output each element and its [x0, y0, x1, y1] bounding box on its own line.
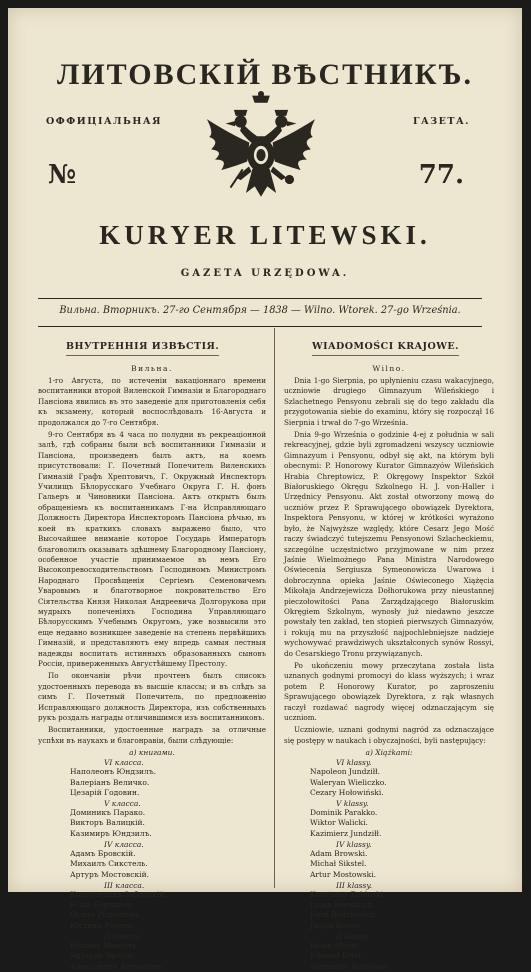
class-heading: V класса.: [104, 799, 141, 809]
article-paragraph: 9-го Сентября въ 4 часа по полудни въ рекреаціонной залѣ, гдѣ собраны были всѣ воспитанники Гимназіи и Пансіона, произведенъ былъ актъ, на коемъ присутствовали: Г. Почетный Попечитель Виленскихъ Гимназій Графъ Хрептовичъ, Г. Окружный Инспекторъ Училищъ Бѣлорусскаго Учебнаго Округа Г. Н. фонъ Гальеръ и Чиновники Пансіона. Актъ открытъ былъ обращеніемъ къ воспитанникамъ Г-на Исправляющаго Должность Директора Инспекторомъ Пансіона рѣчью, въ коей въ краткихъ словахъ выражено было, что Высочайшее вниманіе которое Государь Императоръ благоволилъ оказывать здѣшнему Благородному Пансіону, особенное участіе принимаемое въ немъ Его Высокопревосходительствомъ Господиномъ Министромъ Народнаго Просвѣщенія Сергіемъ Семеновичемъ Уваровымъ и благотворное покровительство Его Сіятельства Князя Николая Андреевича Долгорукова при мудрыхъ попеченіяхъ Господина Управляющаго Бѣлорусскимъ Учебнымъ Округомъ, уже возвысили это еще недавно возникшее заведеніе на степень первѣйшихъ Гимназій, и представляютъ ему впредь самыя лестныя надежды воспитать истинныхъ образованныхъ сыновъ Россіи, приверженныхъ Августѣйшему Престолу.: [38, 430, 266, 668]
section-title-russian: ВНУТРЕННІЯ ИЗВѢСТІЯ.: [66, 341, 219, 356]
masthead-title-polish: KURYER LITEWSKI.: [99, 220, 431, 250]
class-heading: IV klassy.: [336, 840, 372, 849]
dateline: Вильна. Вторникъ. 27-го Сентября — 1838 — Wilno. Wtorek. 27-go Września.: [59, 305, 461, 316]
class-heading: II klassy.: [336, 932, 370, 942]
student-name: Julian Minist.: [310, 941, 361, 951]
class-heading: III klassy.: [336, 880, 373, 890]
student-name: Napoleon Jundziłł.: [310, 767, 380, 777]
student-name: Юстинъ Розенъ.: [70, 920, 135, 930]
student-name: Наполеонъ Юндзилъ.: [70, 767, 156, 777]
newspaper-page: [8, 8, 522, 971]
class-heading: VI klassy.: [336, 758, 372, 768]
student-name: Michał Sikstel.: [310, 859, 367, 869]
column-divider: [274, 328, 275, 888]
student-name: Михаилъ Сикстель.: [70, 859, 148, 869]
student-name: Юлій Бородичъ.: [70, 900, 135, 910]
student-name: Alexander Antropow.: [310, 961, 390, 971]
student-name: Artur Mostowski.: [310, 869, 376, 879]
student-name: Артуръ Мостовскій.: [70, 869, 149, 879]
issue-number-label: №: [48, 160, 77, 190]
class-heading: III класса.: [104, 880, 145, 890]
article-paragraph: Воспитанники, удостоенные наградъ за отличные успѣхи въ наукахъ и благонравіи, были слѣдующіе:: [38, 725, 266, 745]
dateline-top-rule: [38, 298, 482, 299]
masthead-tagline-left: ОФФИЦІАЛЬНАЯ: [46, 116, 162, 127]
student-name: Осипъ Родзевичъ.: [70, 910, 142, 920]
student-name: Kazimierz Jundziłł.: [310, 828, 382, 838]
double-headed-eagle-emblem-icon: [200, 90, 322, 212]
awards-heading: a) Xiążkami:: [365, 748, 413, 758]
student-name: Доминикъ Парако.: [70, 808, 146, 818]
student-name: Цезарій Годовин.: [70, 787, 140, 797]
masthead-title-russian: ЛИТОВСКІЙ ВѢСТНИКЪ.: [56, 58, 474, 91]
class-heading: IV класса.: [104, 840, 144, 849]
student-name: Александръ Антроповъ.: [70, 961, 165, 971]
article-paragraph: Uczniowie, uznani godnymi nagród za odznaczające się postępy w naukach i obyczajności, byli następujący:: [284, 725, 494, 745]
student-name: Юліанъ Минілтъ.: [70, 941, 139, 951]
issue-number: 77.: [418, 160, 464, 190]
student-name: Валеріанъ Величко.: [70, 777, 150, 787]
student-name: Józef Rodziewicz.: [310, 910, 377, 920]
student-name: Эдуардъ Эртель.: [70, 951, 137, 961]
student-name: Adam Browski.: [310, 849, 368, 858]
class-heading: VI класса.: [104, 758, 144, 768]
class-heading: V klassy.: [336, 799, 369, 809]
place-heading-russian: Вильна.: [131, 364, 173, 373]
masthead-subtitle-polish: GAZETA URZĘDOWA.: [180, 268, 350, 279]
place-heading-polish: Wilno.: [372, 364, 406, 373]
student-name: Justyn Rosen.: [310, 920, 362, 930]
student-name: Dominik Parakko.: [310, 808, 378, 818]
masthead-tagline-right: ГАЗЕТА.: [412, 116, 470, 127]
student-name: Konstanty Zabłocki.: [310, 889, 386, 899]
dateline-bottom-rule: [38, 326, 482, 327]
right-column-polish: [284, 334, 494, 971]
article-paragraph: 1-го Августа, по истеченіи вакаціоннаго времени воспитанники второй Виленской Гимназіи и Благороднаго Пансіона явились въ это заведеніе для приготовленія себя къ экзамену, который воспослѣдовалъ 16-Августа и продолжался до 7-го Сентября.: [38, 376, 266, 427]
student-name: Константинъ Заблоцкій.: [70, 889, 167, 899]
student-name: Казимиръ Юндзилъ.: [70, 828, 152, 838]
student-name: Адамъ Бровскій.: [70, 849, 136, 858]
student-name: Waleryan Wieliczko.: [310, 777, 387, 787]
student-name: Edward Ertel.: [310, 951, 364, 961]
student-name: Cezary Hołowiński.: [310, 787, 384, 797]
student-name: Викторъ Валицкій.: [70, 818, 145, 828]
awards-heading: а) книгами.: [129, 748, 175, 758]
student-name: Wiktor Walicki.: [310, 818, 368, 828]
article-paragraph: Po ukończeniu mowy przeczytana została lista uznanych godnymi promocyi do klass wyższych; i wraz potem P. Honorowy Kurator, po zaproszeniu Sprawującego obowiązek Dyrektora, z rąk własnych raczył rozdawać nagrody więcej odznaczającym się uczniom.: [284, 660, 494, 722]
left-column-russian: [38, 334, 266, 971]
section-title-polish: WIADOMOŚCI KRAJOWE.: [312, 341, 459, 356]
article-paragraph: По окончаніи рѣчи прочтенъ былъ списокъ удостоенныхъ перевода въ высшіе классы; и въ слѣдъ за симъ Г. Почетный Попечитель, по предложенію Исправляющаго должность Директора, изъ собственныхъ рукъ роздалъ награды отличившимся изъ воспитанниковъ.: [38, 671, 266, 722]
article-paragraph: Dnia 9-go Września o godzinie 4-ej z południa w sali rekreacyjnej, gdzie byli zgromadzeni wszyscy uczniowie Gimnazyum i Pensyonu, odbył się akt, na którym byli obecnymi: P. Honorowy Kurator Gimnazyów Wileńskich Hrabia Chreptowicz, P. Okręgowy Inspektor Szkół Białoruskiego Okręgu Szkolnego H. J. von-Haller i Urzędnicy Pensyonu. Akt został otworzony mową do uczniów przez P. Sprawującego obowiązek Dyrektora, Inspektora Pensyonu, w której w krótkości wyrażono było, że Najwyższe względy, które Cesarz Jego Mość raczy świadczyć tutejszemu Pensyonowi Szlacheckiemu, szczególne uczęstnictwo przyjmowane w nim przez Jaśnie Wielmożnego Pana Ministra Narodowego Oświecenia Sergiusza Symeonowicza Uwarowa i dobroczynna opieka Jaśnie Oświeconego Xiążęcia Mikołaja Andrzejewicza Dołhorukowa przy nieustannej pieczołowitości Pana Zarządzającego Białoruskim Okręgiem Szkolnym, wynosły już niedawno jeszcze powstały ten zakład, ten stopień pierwszych Gimnazyów, i rokują mu na przyszłość najpochlebniejsze nadzieje wychowywać prawdziwych ukształconych synów Rossyi, do Cesarskiego Tronu przywiązanych.: [284, 430, 494, 658]
class-heading: II класса.: [104, 932, 142, 942]
article-paragraph: Dnia 1-go Sierpnia, po upłynieniu czasu wakacyjnego, uczniowie drugiego Gimnazyum Wileńskiego i Szlachetnego Pensyonu zebrali się do tego zakładu dla przygotowania siebie do examinu, który się rozpoczął 16 Sierpnia i trwał do 7-go Września.: [284, 376, 494, 427]
student-name: Julian Borodzicz.: [310, 900, 375, 910]
